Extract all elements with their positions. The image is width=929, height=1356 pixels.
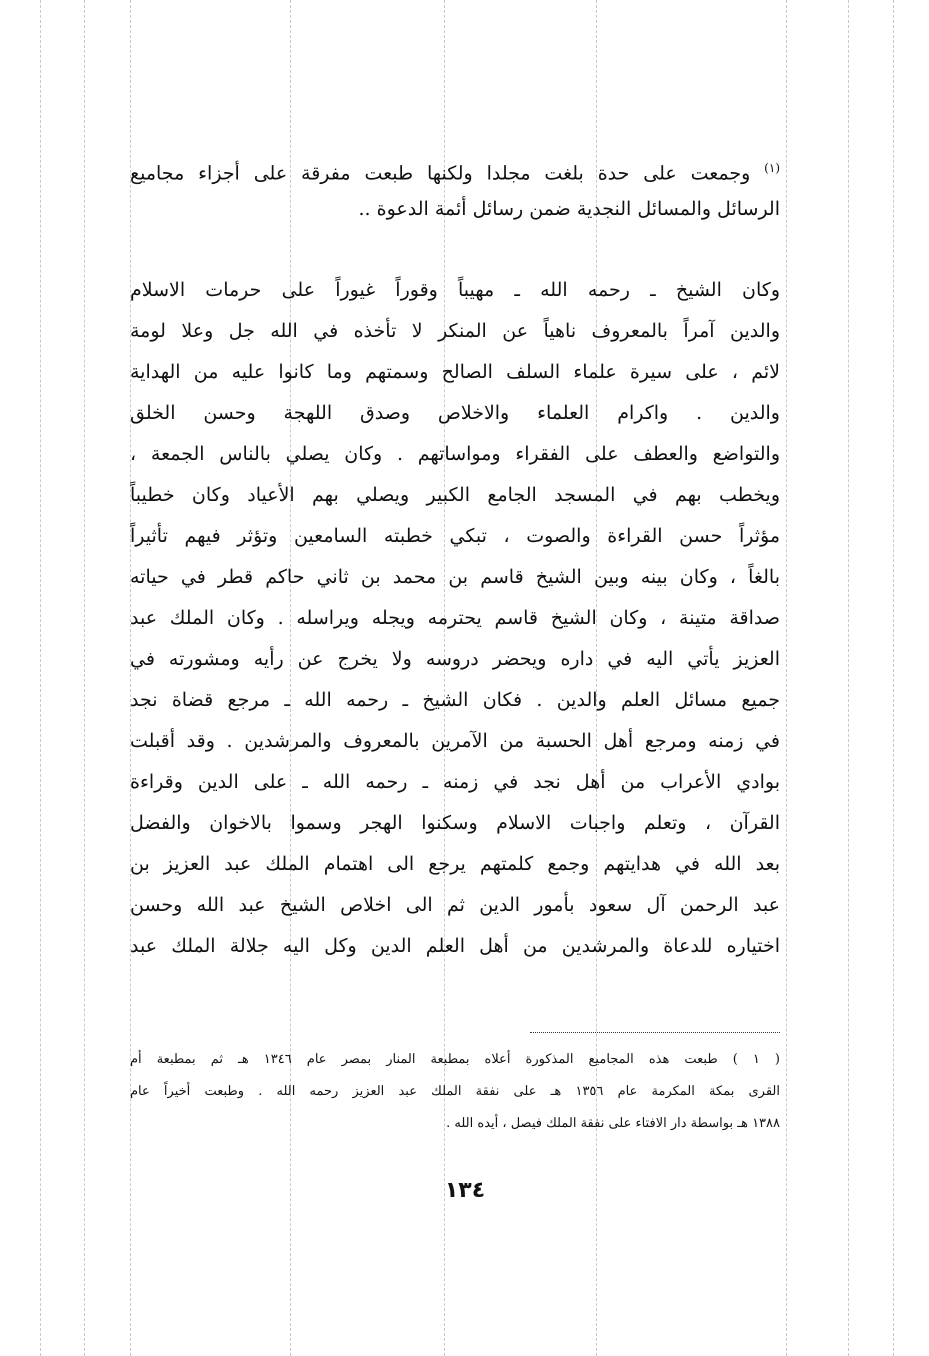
body-line: والدين . واكرام العلماء والاخلاص وصدق اللهجة وحسن الخلق: [130, 402, 780, 424]
body-line: صداقة متينة ، وكان الشيخ قاسم يحترمه ويجله ويراسله . وكان الملك عبد: [130, 607, 780, 629]
body-line: والتواضع والعطف على الفقراء ومواساتهم . وكان يصلي بالناس الجمعة ،: [130, 443, 780, 465]
body-line: اختياره للدعاة والمرشدين من أهل العلم الدين وكل اليه جلالة الملك عبد: [130, 935, 780, 957]
body-line: والدين آمراً بالمعروف ناهياً عن المنكر لا تأخذه في الله جل وعلا لومة: [130, 320, 780, 342]
body-line: العزيز يأتي اليه في داره ويحضر دروسه ولا يخرج عن رأيه ومشورته في: [130, 648, 780, 670]
body-line: لائم ، على سيرة علماء السلف الصالح وسمتهم وما كانوا عليه من الهداية: [130, 361, 780, 383]
guide-line: [40, 0, 41, 1356]
intro-line: $^{(١)}$ وجمعت على حدة بلغت مجلدا ولكنها طبعت مفرقة على أجزاء مجاميع: [130, 161, 780, 185]
body-line: بالغاً ، وكان بينه وبين الشيخ قاسم بن محمد بن ثاني حاكم قطر في حياته: [130, 566, 780, 588]
body-line: في زمنه ومرجع أهل الحسبة من الآمرين بالمعروف والمرشدين . وقد أقبلت: [130, 730, 780, 752]
body-line: جميع مسائل العلم والدين . فكان الشيخ ـ رحمه الله ـ مرجع قضاة نجد: [130, 689, 780, 711]
guide-line: [848, 0, 849, 1356]
guide-line: [893, 0, 894, 1356]
footnote-line: ١٣٨٨ هـ بواسطة دار الافتاء على نفقة الملك فيصل ، أيده الله .: [446, 1116, 780, 1131]
footnote-marker: (١): [764, 161, 780, 175]
page-number: ١٣٤: [444, 1178, 486, 1203]
guide-line: [786, 0, 787, 1356]
footnotes: [130, 1044, 780, 1140]
footnote-line: القرى بمكة المكرمة عام ١٣٥٦ هـ على نفقة الملك عبد العزيز رحمه الله . وطبعت أخيراً عام: [130, 1084, 780, 1099]
footnote-divider: [530, 1032, 780, 1033]
body-line: بعد الله في هدايتهم وجمع كلمتهم يرجع الى اهتمام الملك عبد العزيز بن: [130, 853, 780, 875]
body-line: ويخطب بهم في المسجد الجامع الكبير ويصلي بهم الأعياد وكان خطيباً: [130, 484, 780, 506]
body-line: القرآن ، وتعلم واجبات الاسلام وسكنوا الهجر وسموا بالاخوان والفضل: [130, 812, 780, 834]
body-line: مؤثراً حسن القراءة والصوت ، تبكي خطبته السامعين وتؤثر فيهم تأثيراً: [130, 525, 780, 547]
document-page: [130, 148, 780, 967]
footnote-line: ( ١ ) طبعت هذه المجاميع المذكورة أعلاه بمطبعة المنار بمصر عام ١٣٤٦ هـ ثم بمطبعة أم: [130, 1052, 780, 1067]
body-line: عبد الرحمن آل سعود بأمور الدين ثم الى اخلاص الشيخ عبد الله وحسن: [130, 894, 780, 916]
body-line: وكان الشيخ ـ رحمه الله ـ مهيباً وقوراً غيوراً على حرمات الاسلام: [130, 279, 780, 301]
guide-line: [84, 0, 85, 1356]
body-line: بوادي الأعراب من أهل نجد في زمنه ـ رحمه الله ـ على الدين وقراءة: [130, 771, 780, 793]
intro-line: الرسائل والمسائل النجدية ضمن رسائل أئمة الدعوة ..: [358, 198, 780, 220]
